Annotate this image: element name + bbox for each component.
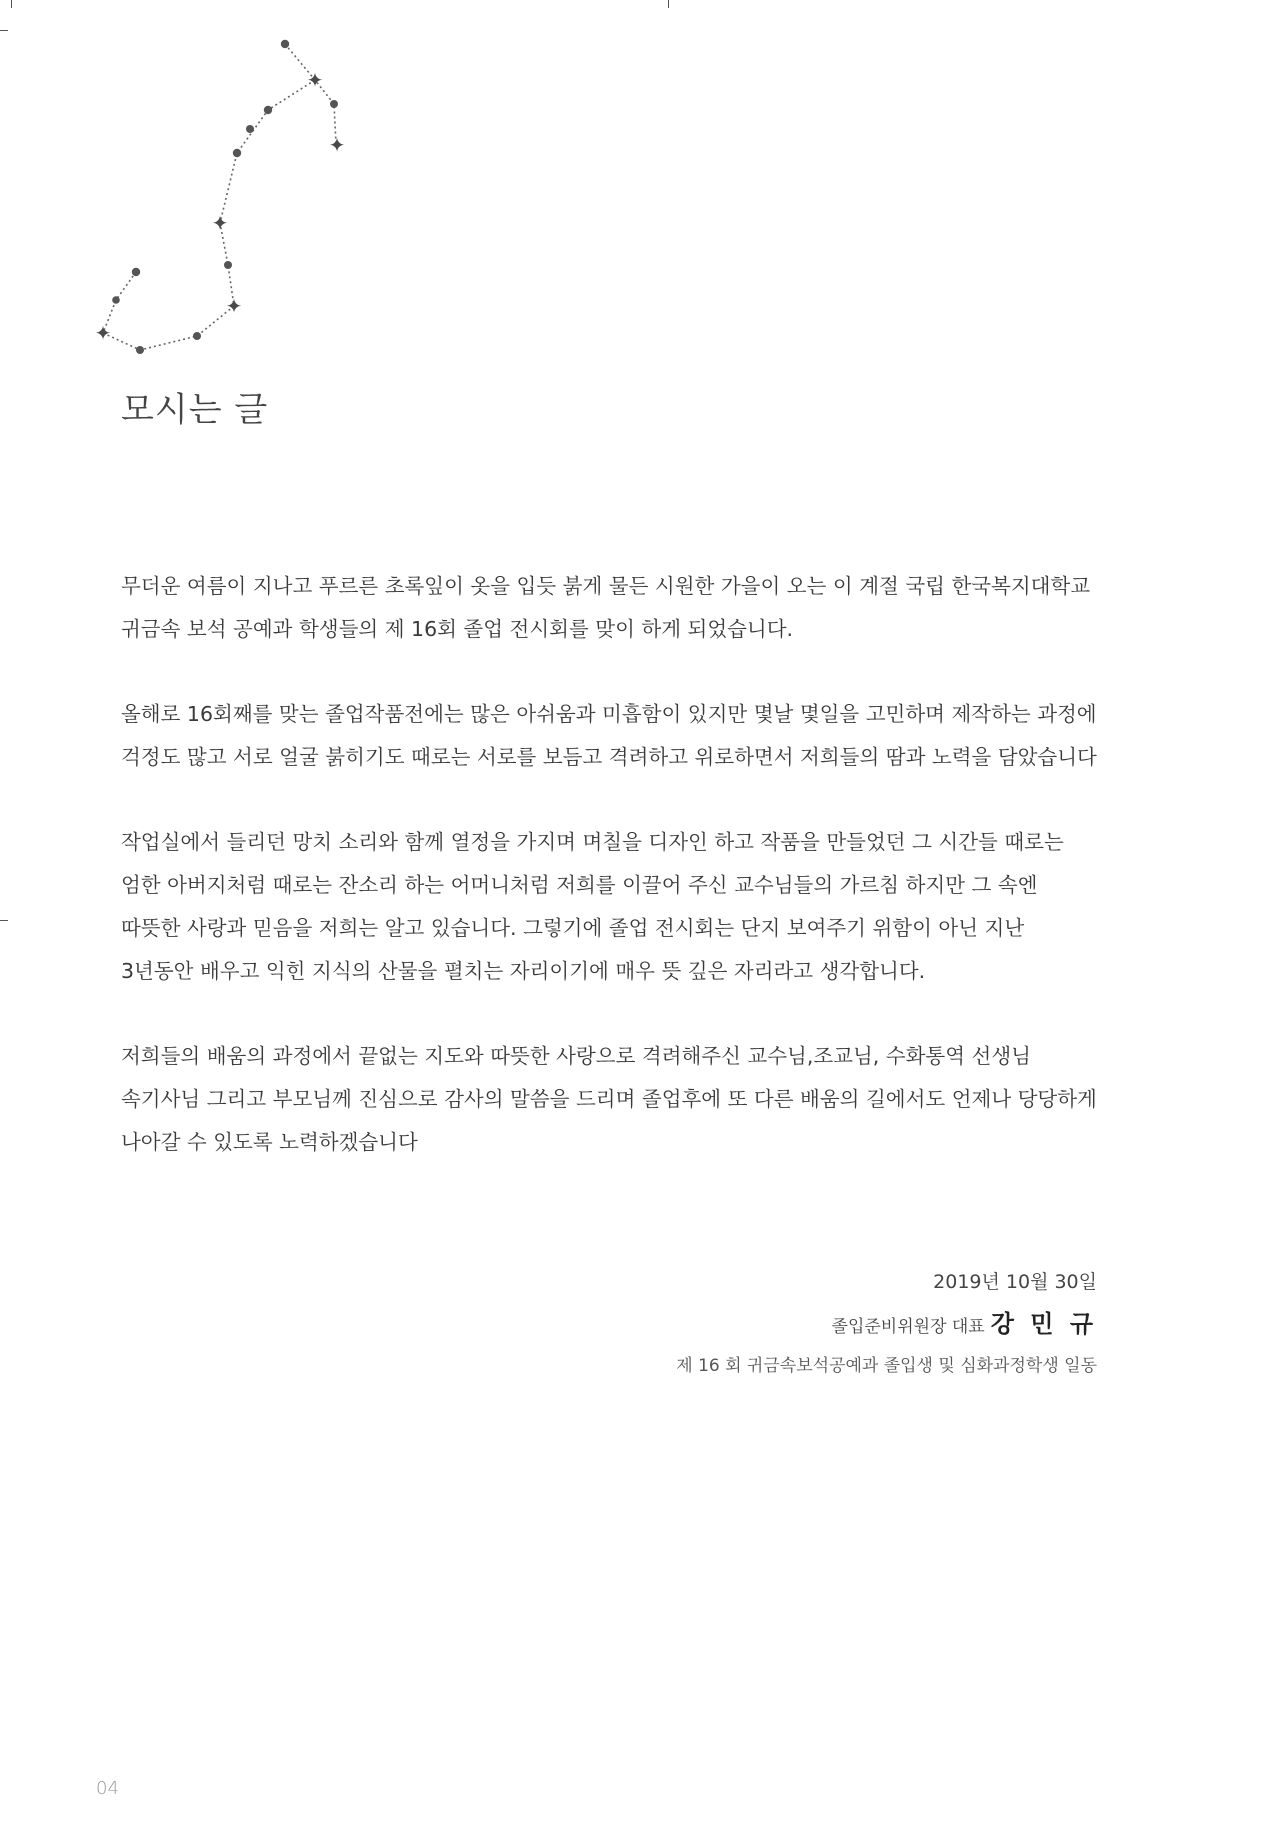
signature-date: 2019년 10월 30일 <box>933 1271 1097 1293</box>
signature-group: 제 16 회 귀금속보석공예과 졸입생 및 심화과정학생 일동 <box>676 1356 1097 1376</box>
letter-body <box>121 565 1101 1206</box>
paragraph-3: 작업실에서 들리던 망치 소리와 함께 열정을 가지며 며칠을 디자인 하고 작품을 만들었던 그 시간들 때로는 엄한 아버지처럼 때로는 잔소리 하는 어머니처럼 저희를 이끌어 주신 교수님들의 가르침 하지만 그 속엔 따뜻한 사랑과 믿음을 저희는 알고 있습니다. 그렇기에 졸업 전시회는 단지 보여주기 위함이 아닌 지난 3년동안 배우고 익힌 지식의 산물을 펼치는 자리이기에 매우 뜻 깊은 자리라고 생각합니다. <box>121 830 1064 983</box>
star-icon: ✦ <box>306 68 324 92</box>
crop-mark-top-right <box>668 0 669 8</box>
star-icon: ✦ <box>94 321 112 345</box>
crop-mark-left-middle <box>0 920 8 921</box>
crop-mark-top-left <box>11 0 12 8</box>
star-icon: ✦ <box>225 294 243 318</box>
signature-representative <box>676 1302 1097 1349</box>
star-icon: ✦ <box>328 133 346 157</box>
scorpius-constellation-icon <box>80 28 380 368</box>
paragraph-2: 올해로 16회째를 맞는 졸업작품전에는 많은 아쉬움과 미흡함이 있지만 몇날 몇일을 고민하며 제작하는 과정에 걱정도 많고 서로 얼굴 붉히기도 때로는 서로를 보듬고 격려하고 위로하면서 저희들의 땀과 노력을 담았습니다 <box>121 702 1097 769</box>
signature-block <box>676 1262 1097 1383</box>
star-icon: ✦ <box>211 211 229 235</box>
paragraph-1: 무더운 여름이 지나고 푸르른 초록잎이 옷을 입듯 붉게 물든 시원한 가을이 오는 이 계절 국립 한국복지대학교 귀금속 보석 공예과 학생들의 제 16회 졸업 전시회를 맞이 하게 되었습니다. <box>121 574 1091 641</box>
representative-name: 강 민 규 <box>990 1310 1097 1338</box>
paragraph-4: 저희들의 배움의 과정에서 끝없는 지도와 따뜻한 사랑으로 격려해주신 교수님,조교님, 수화통역 선생님 속기사님 그리고 부모님께 진심으로 감사의 말씀을 드리며 졸업후에 또 다른 배움의 길에서도 언제나 당당하게 나아갈 수 있도록 노력하겠습니다 <box>121 1044 1097 1154</box>
document-title: 모시는 글 <box>121 390 269 430</box>
crop-mark-left-upper <box>0 30 8 31</box>
page-number: 04 <box>96 1778 119 1799</box>
representative-label: 졸입준비위원장 대표 <box>831 1317 985 1337</box>
